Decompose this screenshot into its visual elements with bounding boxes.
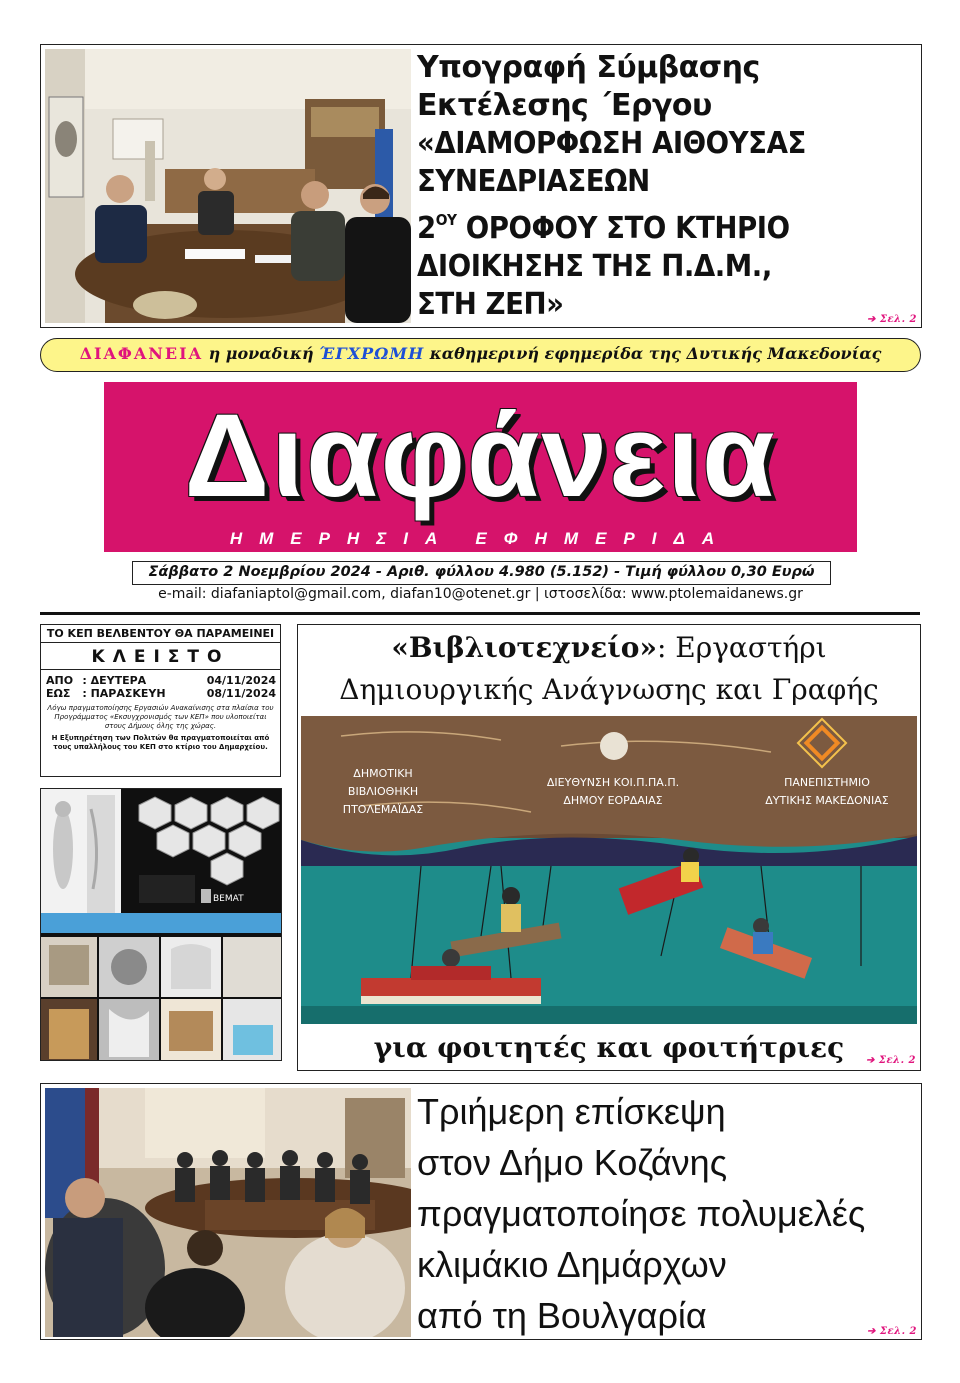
newspaper-subtitle: ΗΜΕΡΗΣΙΑ ΕΦΗΜΕΡΙΔΑ [229, 529, 732, 548]
newspaper-title: Διαφάνεια [184, 390, 777, 522]
page-reference[interactable]: ➔ Σελ. 2 [867, 1326, 917, 1337]
notice-date: 04/11/2024 [206, 674, 276, 687]
headline-line: πραγματοποίησε πολυμελές [417, 1193, 866, 1234]
poster-org-line: ΒΙΒΛΙΟΘΗΚΗ [347, 785, 419, 798]
story2-subtitle: για φοιτητές και φοιτήτριες [373, 1031, 845, 1064]
tagline-text: η μοναδική [208, 344, 314, 363]
notice-day: : ΔΕΥΤΕΡΑ [82, 674, 147, 687]
poster-org-line: ΔΗΜΟΤΙΚΗ [353, 767, 413, 780]
kep-closure-notice [40, 624, 281, 777]
notice-date: 08/11/2024 [206, 687, 276, 700]
notice-service: Η Εξυπηρέτηση των Πολιτών θα πραγματοποιείται από τους υπαλλήλους του ΚΕΠ στο κτίριο του Δημαρχείου. [51, 734, 270, 751]
poster-org-line: ΔΥΤΙΚΗΣ ΜΑΚΕΔΟΝΙΑΣ [765, 794, 889, 807]
tagline-brand: ΔΙΑΦΑΝΕΙΑ [79, 344, 203, 363]
ad-brand: BEMAT [213, 894, 244, 904]
headline-superscript: ΟΥ [435, 211, 457, 229]
notice-header: ΤΟ ΚΕΠ ΒΕΛΒΕΝΤΟΥ ΘΑ ΠΑΡΑΜΕΙΝΕΙ [41, 625, 280, 643]
story-bulgarian-mayors[interactable] [40, 1083, 922, 1340]
delegation-photo [45, 1088, 411, 1337]
headline-line: ΣΥΝΕΔΡΙΑΣΕΩΝ [417, 164, 650, 199]
contact-info[interactable]: e-mail: diafaniaptol@gmail.com, diafan10@otenet.gr | ιστοσελίδα: www.ptolemaidanews.gr [158, 586, 803, 602]
page-reference[interactable]: ➔ Σελ. 2 [867, 314, 917, 325]
meeting-photo [45, 49, 411, 323]
masthead[interactable] [104, 382, 857, 552]
headline-line [417, 201, 877, 248]
story3-headline[interactable] [417, 1086, 921, 1341]
story2-title-bold: «Βιβλιοτεχνείο» [391, 631, 657, 664]
story2-title-rest: : Εργαστήρι [656, 631, 827, 664]
story1-headline[interactable] [417, 49, 917, 324]
tagline-highlight: ΈΓΧΡΩΜΗ [319, 344, 425, 363]
notice-row [45, 687, 277, 700]
poster-org-line: ΔΙΕΥΘΥΝΣΗ ΚΟΙ.Π.ΠΑ.Π. [546, 776, 680, 789]
notice-label: ΕΩΣ [46, 687, 71, 700]
story-biblio-workshop[interactable] [297, 624, 921, 1071]
headline-line: Εκτέλεσης ΄Εργου [417, 88, 712, 123]
notice-row [45, 674, 277, 687]
divider [40, 612, 920, 615]
story2-title-line2: Δημιουργικής Ανάγνωσης και Γραφής [339, 673, 879, 706]
headline-line: κλιμάκιο Δημάρχων [417, 1244, 727, 1285]
headline-line: Υπογραφή Σύμβασης [417, 50, 760, 85]
headline-line: στον Δήμο Κοζάνης [417, 1142, 728, 1183]
notice-status: ΚΛΕΙΣΤΟ [41, 643, 280, 670]
headline-line: από τη Βουλγαρία [417, 1295, 707, 1336]
page-reference[interactable]: ➔ Σελ. 2 [866, 1055, 916, 1066]
tagline-text: καθημερινή εφημερίδα της Δυτικής Μακεδονίας [429, 344, 882, 363]
story-contract-signing[interactable] [40, 44, 922, 328]
tagline-banner [40, 338, 921, 372]
headline-line: ΔΙΟΙΚΗΣΗΣ ΤΗΣ Π.Δ.Μ., [417, 249, 772, 284]
headline-line: ΣΤΗ ΖΕΠ» [417, 287, 564, 322]
notice-label: ΑΠΟ [46, 674, 74, 687]
advertisement-bemat[interactable] [40, 788, 282, 1061]
headline-line: Τριήμερη επίσκεψη [417, 1091, 726, 1132]
story2-title [298, 629, 920, 667]
issue-info: Σάββατο 2 Νοεμβρίου 2024 - Αριθ. φύλλου 4.980 (5.152) - Τιμή φύλλου 0,30 Ευρώ [132, 561, 831, 585]
workshop-poster [301, 716, 917, 1024]
headline-number: 2 [417, 211, 436, 246]
notice-day: : ΠΑΡΑΣΚΕΥΗ [82, 687, 166, 700]
headline-text: ΟΡΟΦΟΥ ΣΤΟ ΚΤΗΡΙΟ [465, 211, 790, 246]
notice-dates [45, 674, 277, 700]
poster-org-line: ΠΑΝΕΠΙΣΤΗΜΙΟ [784, 776, 870, 789]
headline-line: «ΔΙΑΜΟΡΦΩΣΗ ΑΙΘΟΥΣΑΣ [417, 126, 806, 161]
poster-org-line: ΔΗΜΟΥ ΕΟΡΔΑΙΑΣ [563, 794, 663, 807]
notice-reason: Λόγω πραγματοποίησης Εργασιών Ανακαίνισης στα πλαίσια του Προγράμματος «Εκσυγχρονισμός των ΚΕΠ» που υλοποιείται στους Δήμους όλης της χώρας. [47, 704, 274, 730]
poster-org-line: ΠΤΟΛΕΜΑΪΔΑΣ [342, 803, 424, 816]
